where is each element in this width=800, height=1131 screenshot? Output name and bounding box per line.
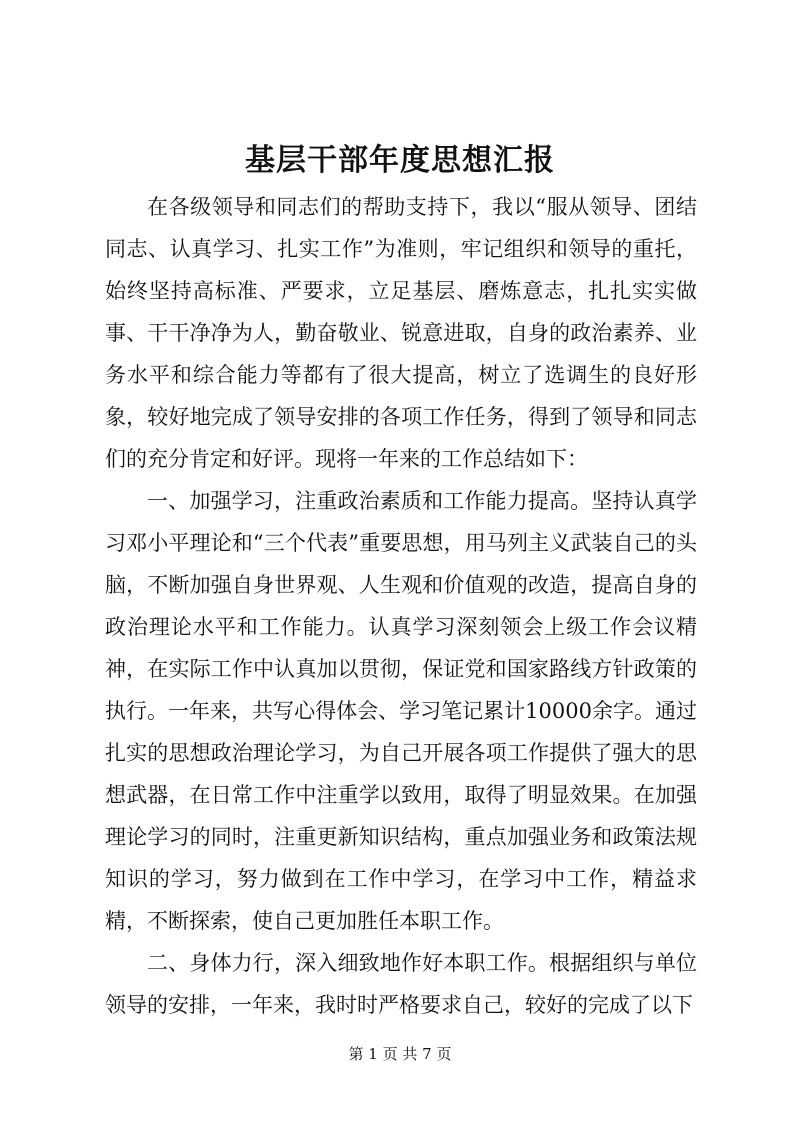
- document-body: [105, 186, 697, 1026]
- paragraph-intro: 在各级领导和同志们的帮助支持下，我以“服从领导、团结同志、认真学习、扎实工作”为准则，牢记组织和领导的重托，始终坚持高标准、严要求，立足基层、磨炼意志，扎扎实实做事、干干净净为人，勤奋敬业、锐意进取，自身的政治素养、业务水平和综合能力等都有了很大提高，树立了选调生的良好形象，较好地完成了领导安排的各项工作任务，得到了领导和同志们的充分肯定和好评。现将一年来的工作总结如下：: [105, 195, 697, 471]
- paragraph-section-one: 一、加强学习，注重政治素质和工作能力提高。坚持认真学习邓小平理论和“三个代表”重要思想，用马列主义武装自己的头脑，不断加强自身世界观、人生观和价值观的改造，提高自身的政治理论水平和工作能力。认真学习深刻领会上级工作会议精神，在实际工作中认真加以贯彻，保证党和国家路线方针政策的执行。一年来，共写心得体会、学习笔记累计10000余字。通过扎实的思想政治理论学习，为自己开展各项工作提供了强大的思想武器，在日常工作中注重学以致用，取得了明显效果。在加强理论学习的同时，注重更新知识结构，重点加强业务和政策法规知识的学习，努力做到在工作中学习，在学习中工作，精益求精，不断探索，使自己更加胜任本职工作。: [105, 489, 697, 933]
- document-title: 基层干部年度思想汇报: [245, 143, 555, 178]
- page-number-footer: 第 1 页 共 7 页: [348, 1045, 452, 1063]
- paragraph-section-two: 二、身体力行，深入细致地作好本职工作。根据组织与单位领导的安排，一年来，我时时严格要求自己，较好的完成了以下: [105, 951, 697, 1017]
